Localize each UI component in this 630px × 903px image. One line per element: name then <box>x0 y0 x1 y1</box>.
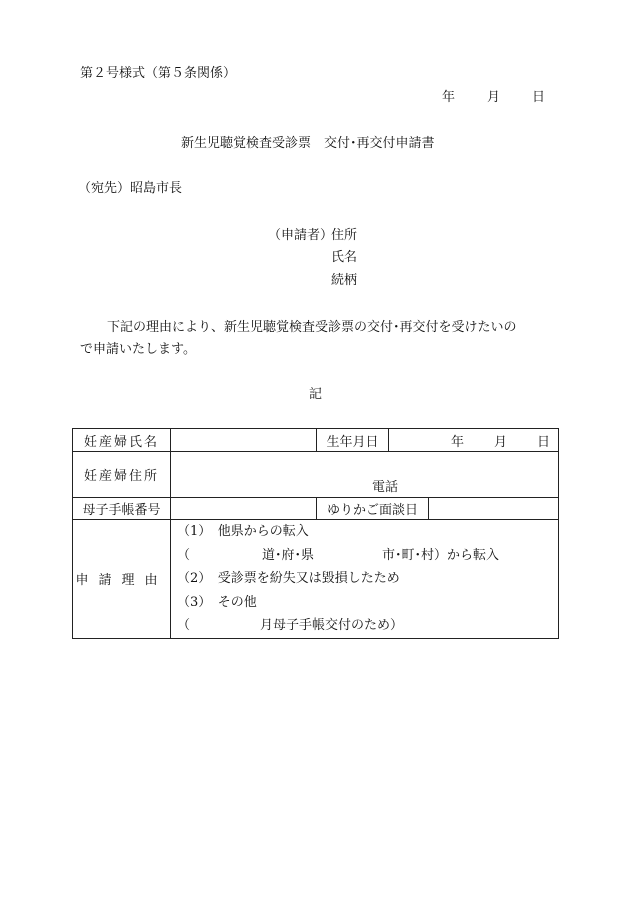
cradle-interview-label: ゆりかご面談日 <box>317 498 429 520</box>
birth-date-label: 生年月日 <box>317 429 389 452</box>
applicant-label: （申請者） <box>268 228 334 243</box>
document-title: 新生児聴覚検査受診票 交付･再交付申請書 <box>181 136 435 151</box>
applicant-address-label: 住所 <box>331 228 358 243</box>
applicant-relationship-label: 続柄 <box>331 273 358 288</box>
reason-1[interactable]: （1） 他県からの転入 <box>177 524 309 539</box>
mother-name-label: 妊産婦氏名 <box>73 429 171 452</box>
date-month: 月 <box>487 90 501 105</box>
reason-1-detail[interactable]: （ 道･府･県 市･町･村）から転入 <box>177 547 500 563</box>
reason-3[interactable]: （3） その他 <box>177 594 257 610</box>
addressee: （宛先）昭島市長 <box>78 181 183 196</box>
application-table <box>72 428 559 639</box>
form-number: 第２号様式（第５条関係） <box>80 66 237 81</box>
cradle-interview-field[interactable] <box>429 498 559 520</box>
reason-field <box>171 520 559 639</box>
handbook-number-field[interactable] <box>171 498 317 520</box>
mother-address-label: 妊産婦住所 <box>73 452 171 498</box>
body-line-2: で申請いたします。 <box>80 342 196 357</box>
birth-year: 年 <box>450 434 464 450</box>
date-day: 日 <box>532 90 546 105</box>
reason-label: 申請理由 <box>73 520 171 639</box>
header-date <box>442 90 545 106</box>
mother-name-field[interactable] <box>171 429 317 452</box>
body-line-1: 下記の理由により、新生児聴覚検査受診票の交付･再交付を受けたいの <box>107 320 517 335</box>
phone-label: 電話 <box>372 480 399 495</box>
handbook-number-label: 母子手帳番号 <box>73 498 171 520</box>
mother-address-field[interactable] <box>171 452 559 498</box>
birth-month: 月 <box>493 434 507 450</box>
reason-2[interactable]: （2） 受診票を紛失又は毀損したため <box>177 571 400 586</box>
birth-date-field[interactable] <box>389 429 559 452</box>
reason-3-detail[interactable]: （ 月母子手帳交付のため） <box>177 618 404 633</box>
date-year: 年 <box>442 90 456 105</box>
birth-day: 日 <box>537 434 551 450</box>
ki-heading: 記 <box>309 387 323 402</box>
applicant-name-label: 氏名 <box>331 250 358 265</box>
